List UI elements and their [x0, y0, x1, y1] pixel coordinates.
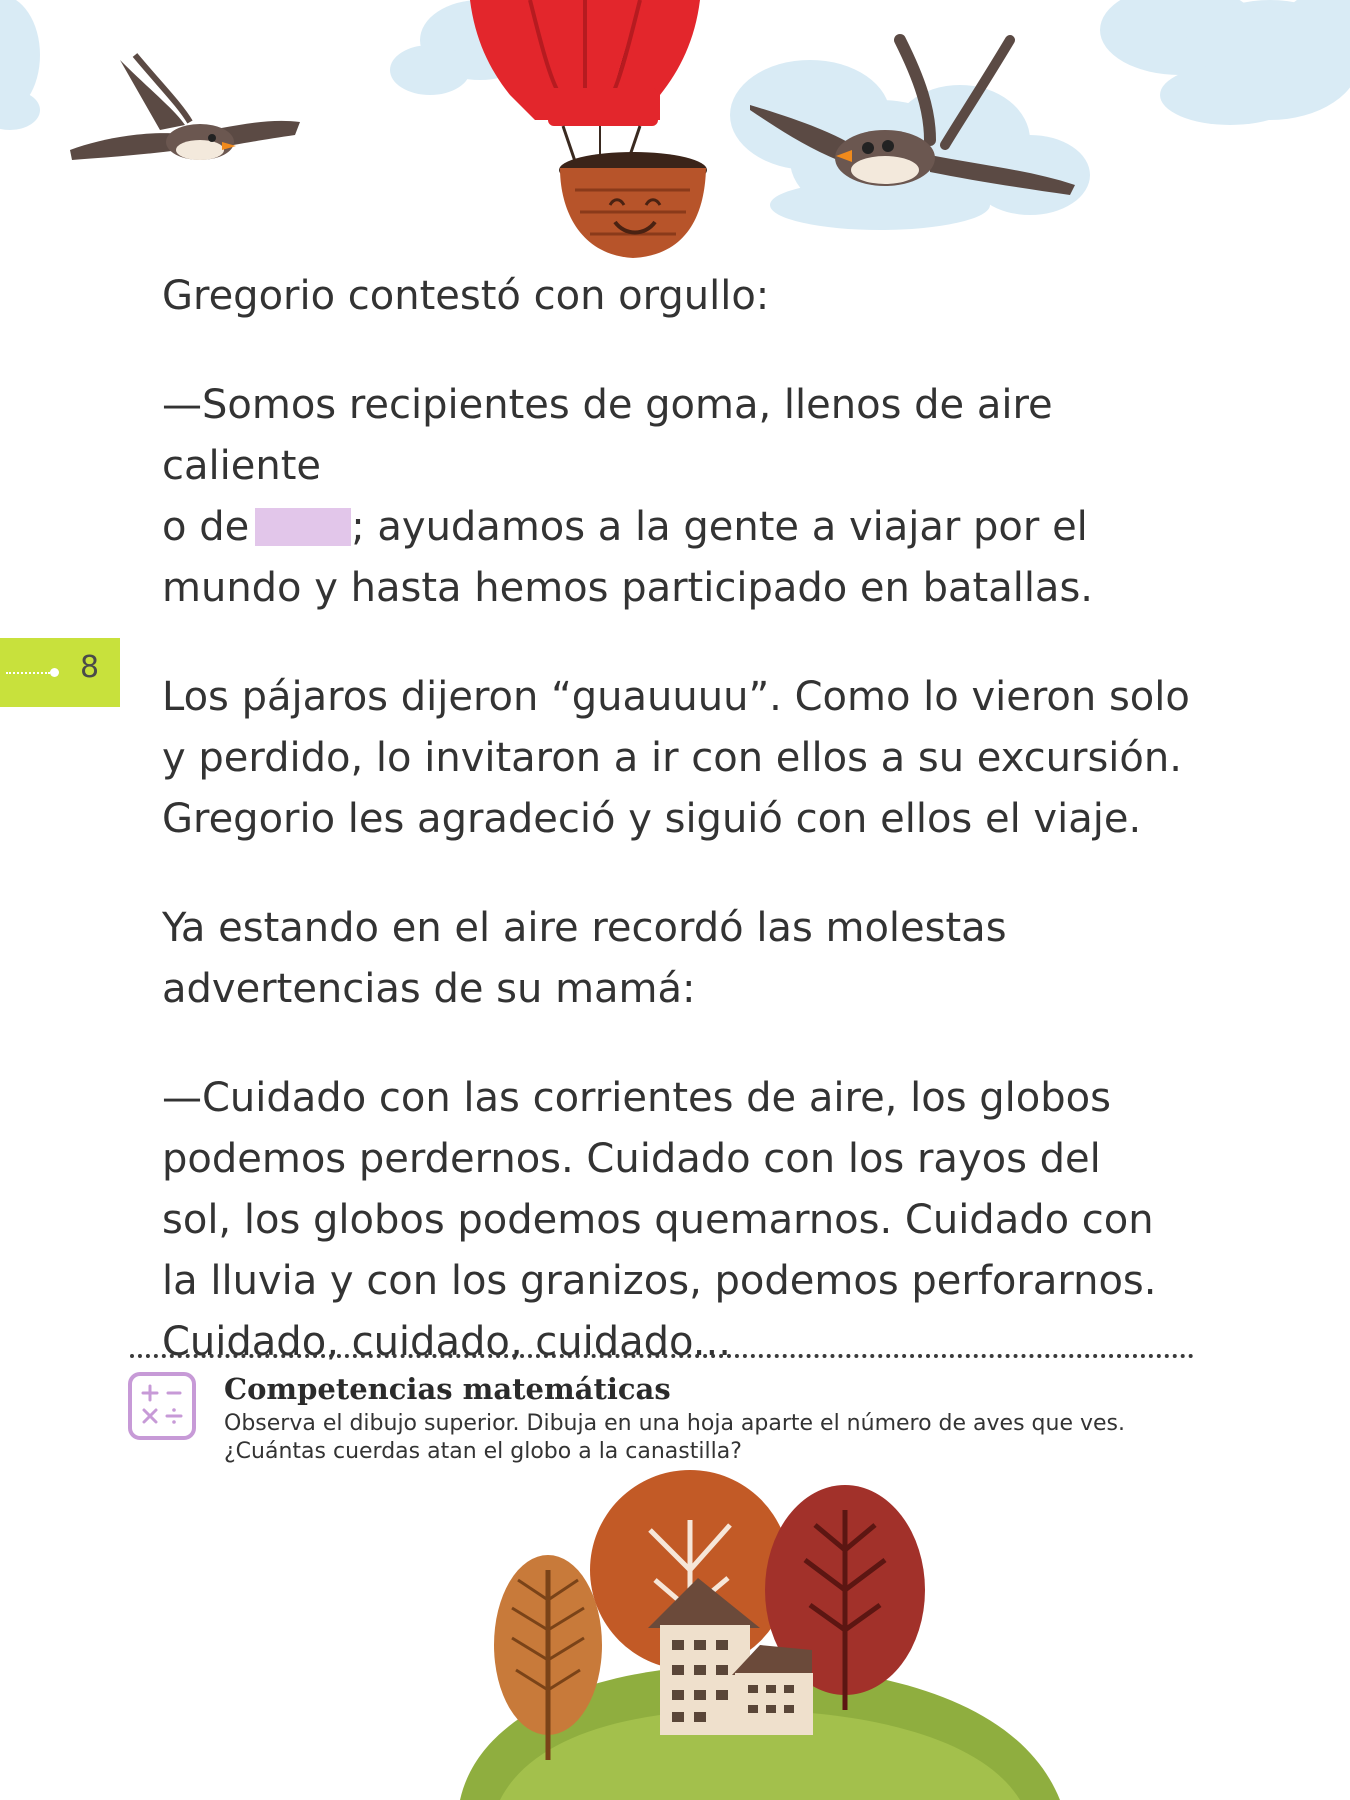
bottom-illustration [0, 1460, 1350, 1800]
story-paragraph [162, 898, 1202, 1020]
competencias-text [224, 1410, 1184, 1466]
competencias-title: Competencias matemáticas [224, 1372, 671, 1406]
page-number: 8 [80, 650, 100, 685]
story-line: Cuidado, cuidado, cuidado... [162, 1319, 731, 1365]
story-text [162, 266, 1202, 1373]
cloud-right-2 [1100, 0, 1350, 125]
bird-left-icon [70, 55, 300, 160]
story-line: —Cuidado con las corrientes de aire, los globos [162, 1075, 1111, 1121]
story-line: sol, los globos podemos quemarnos. Cuidado con [162, 1197, 1154, 1243]
tab-dot [50, 668, 59, 677]
story-line: o de [162, 504, 250, 550]
dotted-line [6, 672, 50, 674]
page-number-tab [0, 638, 120, 707]
story-line: y perdido, lo invitaron a ir con ellos a su excursión. [162, 735, 1182, 781]
cloud-left [0, 0, 40, 130]
story-line: podemos perdernos. Cuidado con los rayos del [162, 1136, 1101, 1182]
story-line: —Somos recipientes de goma, llenos de aire caliente [162, 382, 1053, 489]
story-paragraph: Gregorio contestó con orgullo: [162, 273, 770, 319]
story-line: advertencias de su mamá: [162, 966, 696, 1012]
competencias-line: Observa el dibujo superior. Dibuja en una hoja aparte el número de aves que ves. [224, 1411, 1125, 1436]
math-operations-icon [128, 1372, 196, 1440]
redacted-word [255, 508, 351, 546]
story-line: la lluvia y con los granizos, podemos perforarnos. [162, 1258, 1157, 1304]
hot-air-balloon-icon [470, 0, 707, 258]
story-paragraph [162, 1068, 1202, 1373]
story-line: mundo y hasta hemos participado en batallas. [162, 565, 1093, 611]
story-line: ; ayudamos a la gente a viajar por el [351, 504, 1088, 550]
top-illustration [0, 0, 1350, 260]
story-line: Gregorio les agradeció y siguió con ellos el viaje. [162, 796, 1142, 842]
story-paragraph [162, 667, 1202, 850]
story-line: Ya estando en el aire recordó las molestas [162, 905, 1007, 951]
dotted-divider [130, 1354, 1194, 1358]
story-line: Los pájaros dijeron “guauuuu”. Como lo vieron solo [162, 674, 1190, 720]
story-paragraph [162, 375, 1202, 619]
competencias-line: ¿Cuántas cuerdas atan el globo a la canastilla? [224, 1439, 742, 1464]
